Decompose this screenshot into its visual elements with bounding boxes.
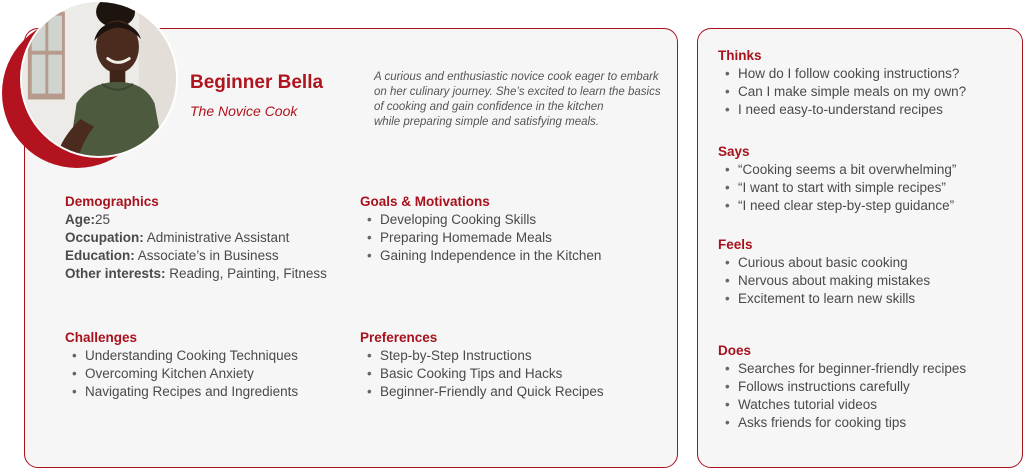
bio-line: of cooking and gain confidence in the kitchen [374, 101, 604, 113]
does-section [718, 342, 966, 432]
field-value: Associate’s in Business [134, 248, 279, 263]
preferences-title: Preferences [360, 330, 438, 345]
list-item: • Curious about basic cooking [718, 254, 930, 272]
persona-subtitle: The Novice Cook [190, 103, 298, 119]
challenges-title: Challenges [65, 330, 138, 345]
list-item: • How do I follow cooking instructions? [718, 65, 966, 83]
list-item: • I need easy-to-understand recipes [718, 101, 966, 119]
feels-title: Feels [718, 237, 753, 252]
list-item: • Can I make simple meals on my own? [718, 83, 966, 101]
does-title: Does [718, 343, 752, 358]
bio-line: A curious and enthusiastic novice cook eager to embark [374, 71, 659, 83]
thinks-title: Thinks [718, 48, 762, 63]
goals-title: Goals & Motivations [360, 194, 490, 209]
demographics-title: Demographics [65, 194, 159, 209]
list-item: • Step-by-Step Instructions [360, 347, 604, 365]
field-label: Education: [65, 248, 135, 263]
list-item: • Watches tutorial videos [718, 396, 966, 414]
list-item: • Gaining Independence in the Kitchen [360, 247, 601, 265]
field-label: Age: [65, 212, 95, 227]
bio-line: while preparing simple and satisfying meals. [374, 116, 599, 128]
list-item: • “Cooking seems a bit overwhelming” [718, 161, 956, 179]
preferences-section [360, 329, 604, 401]
list-item: • Follows instructions carefully [718, 378, 966, 396]
list-item: • Searches for beginner-friendly recipes [718, 360, 966, 378]
demographics-section [65, 193, 327, 283]
list-item: • Asks friends for cooking tips [718, 414, 966, 432]
education-field [65, 247, 327, 265]
list-item: • “I want to start with simple recipes” [718, 179, 956, 197]
list-item: • Nervous about making mistakes [718, 272, 930, 290]
challenges-section [65, 329, 298, 401]
age-field [65, 211, 327, 229]
field-value: Reading, Painting, Fitness [165, 266, 327, 281]
persona-bio [374, 70, 670, 130]
bio-line: on her culinary journey. She’s excited to learn the basics [374, 86, 661, 98]
goals-section [360, 193, 601, 265]
list-item: • Preparing Homemade Meals [360, 229, 601, 247]
persona-photo [20, 0, 178, 158]
list-item: • Beginner-Friendly and Quick Recipes [360, 383, 604, 401]
list-item: • Developing Cooking Skills [360, 211, 601, 229]
list-item: • Navigating Recipes and Ingredients [65, 383, 298, 401]
interests-field [65, 265, 327, 283]
list-item: • Excitement to learn new skills [718, 290, 930, 308]
list-item: • Overcoming Kitchen Anxiety [65, 365, 298, 383]
list-item: • Basic Cooking Tips and Hacks [360, 365, 604, 383]
says-title: Says [718, 144, 750, 159]
persona-illustration [22, 2, 176, 156]
list-item: • Understanding Cooking Techniques [65, 347, 298, 365]
occupation-field [65, 229, 327, 247]
says-section [718, 143, 956, 215]
field-value: 25 [95, 212, 111, 227]
persona-name: Beginner Bella [190, 72, 324, 93]
avatar [0, 0, 180, 170]
list-item: • “I need clear step-by-step guidance” [718, 197, 956, 215]
field-label: Occupation: [65, 230, 144, 245]
field-label: Other interests: [65, 266, 166, 281]
field-value: Administrative Assistant [143, 230, 290, 245]
feels-section [718, 236, 930, 308]
thinks-section [718, 47, 966, 119]
